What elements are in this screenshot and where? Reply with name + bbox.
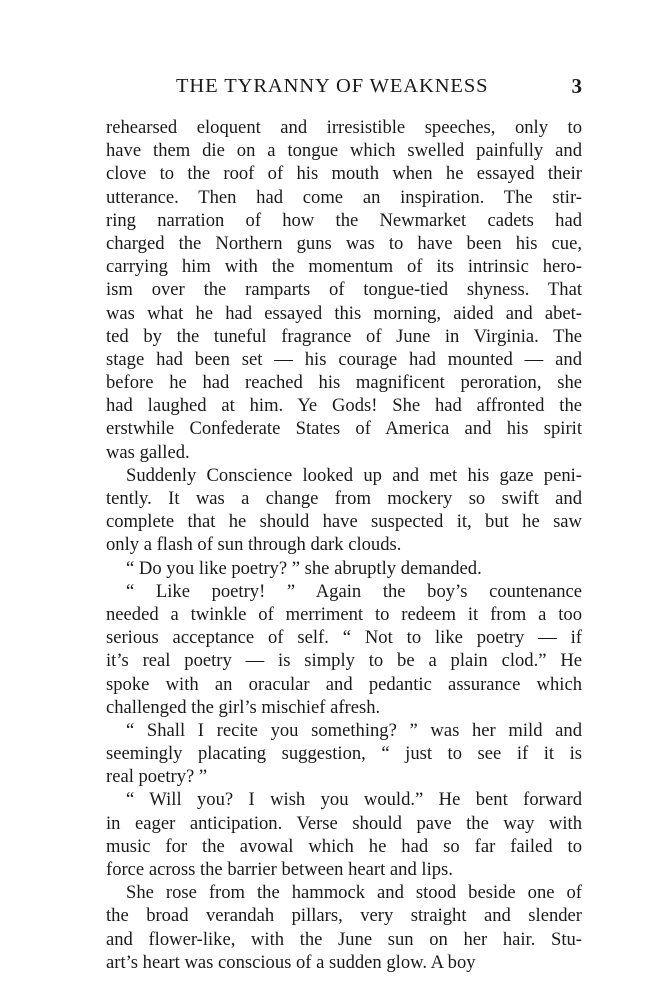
paragraph [106, 557, 582, 580]
running-head [106, 72, 582, 100]
text-line: the broad verandah pillars, very straight and slender [106, 905, 582, 927]
text-line: utterance. Then had come an inspiration. The stir- [106, 186, 582, 208]
text-line: carrying him with the momentum of its intrinsic hero- [106, 256, 582, 278]
text-line: “ Will you? I wish you would.” He bent forward [126, 789, 582, 811]
text-line: art’s heart was conscious of a sudden glow. A boy [106, 951, 476, 973]
text-line: complete that he should have suspected it, but he saw [106, 511, 582, 533]
page-number: 3 [571, 74, 582, 98]
text-line: stage had been set — his courage had mounted — and [106, 348, 582, 370]
paragraph [106, 464, 582, 557]
text-line: ted by the tuneful fragrance of June in Virginia. The [106, 325, 582, 347]
text-line: charged the Northern guns was to have been his cue, [106, 232, 582, 254]
text-line: seemingly placating suggestion, “ just to see if it is [106, 743, 582, 765]
text-line: tently. It was a change from mockery so swift and [106, 488, 582, 509]
text-line: have them die on a tongue which swelled painfully and [106, 140, 582, 162]
text-line: and flower-like, with the June sun on her hair. Stu- [106, 928, 582, 950]
text-line: Suddenly Conscience looked up and met his gaze peni- [126, 464, 582, 486]
text-line: erstwhile Confederate States of America and his spirit [106, 418, 582, 440]
text-line: ring narration of how the Newmarket cadets had [106, 209, 582, 231]
text-line: “ Like poetry! ” Again the boy’s countenance [126, 580, 582, 602]
text-line: serious acceptance of self. “ Not to like poetry — if [106, 627, 582, 649]
text-line: “ Shall I recite you something? ” was her mild and [126, 719, 582, 741]
text-line: music for the avowal which he had so far failed to [106, 835, 582, 857]
text-line: ism over the ramparts of tongue-tied shyness. That [106, 279, 582, 301]
text-line: in eager anticipation. Verse should pave the way with [106, 812, 582, 834]
paragraph [106, 719, 582, 789]
text-line: before he had reached his magnificent peroration, she [106, 372, 582, 394]
text-line: had laughed at him. Ye Gods! She had affronted the [106, 395, 582, 417]
text-line: spoke with an oracular and pedantic assurance which [106, 673, 582, 695]
text-line: clove to the roof of his mouth when he essayed their [106, 163, 582, 185]
running-title: THE TYRANNY OF WEAKNESS [176, 75, 489, 97]
text-line: She rose from the hammock and stood beside one of [126, 882, 582, 904]
text-line: “ Do you like poetry? ” she abruptly demanded. [126, 557, 482, 579]
text-line: challenged the girl’s mischief afresh. [106, 696, 381, 718]
text-line: force across the barrier between heart and lips. [106, 859, 453, 880]
text-line: needed a twinkle of merriment to redeem it from a too [106, 603, 582, 625]
text-line: rehearsed eloquent and irresistible speeches, only to [106, 117, 582, 138]
text-line: real poetry? ” [106, 766, 208, 788]
text-line: was what he had essayed this morning, aided and abet- [106, 302, 582, 324]
paragraph [106, 788, 582, 881]
paragraph [106, 580, 582, 719]
text-line: was galled. [106, 441, 190, 463]
body-text [106, 116, 582, 974]
text-line: it’s real poetry — is simply to be a plain clod.” He [106, 650, 582, 672]
paragraph [106, 881, 582, 974]
paragraph [106, 116, 582, 464]
text-line: only a flash of sun through dark clouds. [106, 534, 402, 556]
